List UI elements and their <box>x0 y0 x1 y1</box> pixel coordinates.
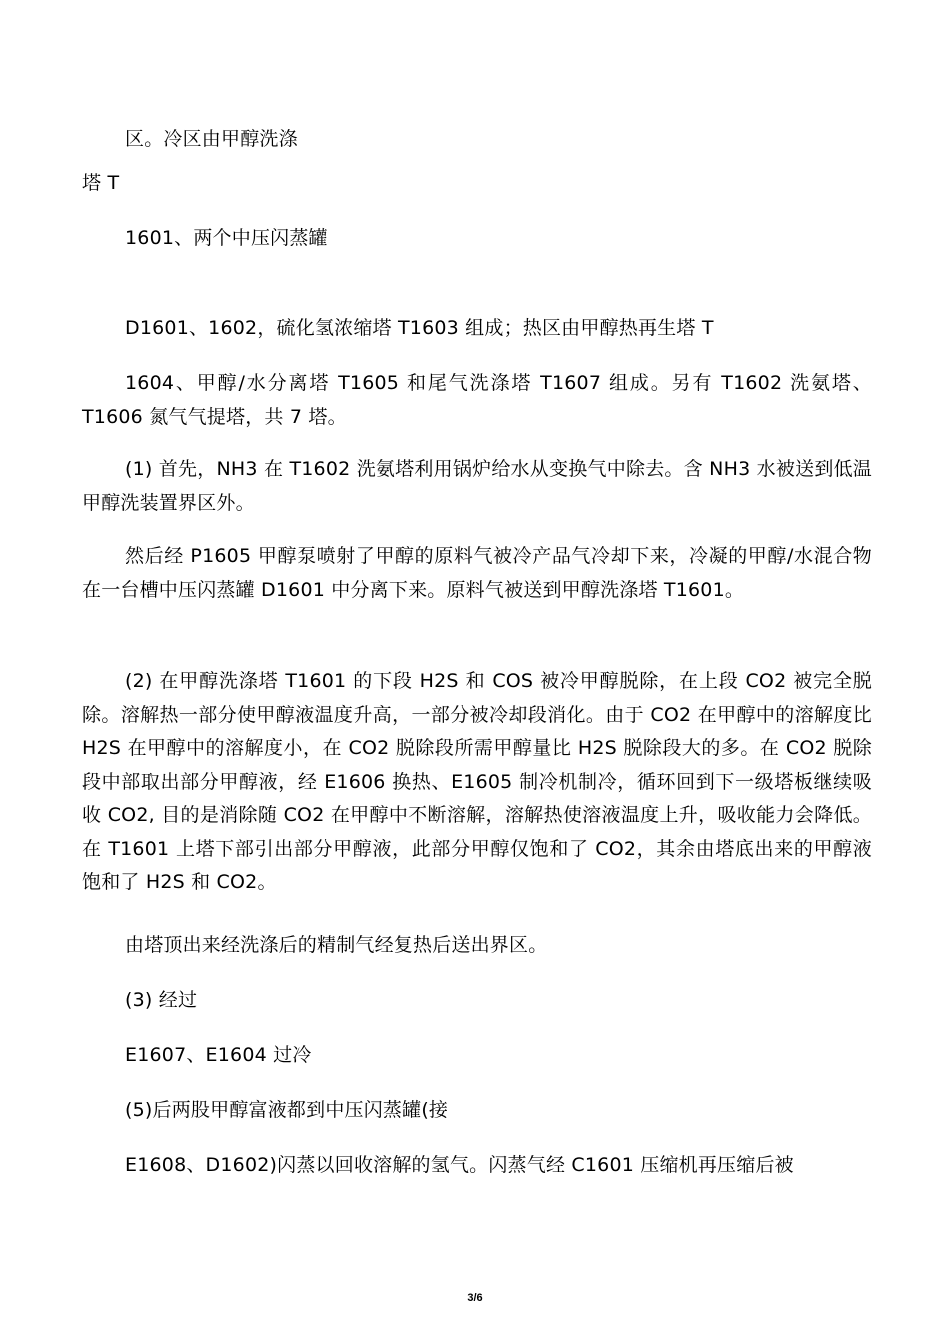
text-line: E1607、E1604 过冷 <box>125 1044 312 1066</box>
paragraph: (2) 在甲醇洗涤塔 T1601 的下段 H2S 和 COS 被冷甲醇脱除，在上段 CO2 被完全脱除。溶解热一部分使甲醇液温度升高，一部分被冷却段消化。由于 CO2 在甲醇中的溶解度比 H2S 在甲醇中的溶解度小，在 CO2 脱除段所需甲醇量比 H2S 脱除段大的多。在 CO2 脱除段中部取出部分甲醇液，经 E1606 换热、E1605 制冷机制冷，循环回到下一级塔板继续吸收 CO2, 目的是消除随 CO2 在甲醇中不断溶解，溶解热使溶液温度上升，吸收能力会降低。在 T1601 上塔下部引出部分甲醇液，此部分甲醇仅饱和了 CO2，其余由塔底出来的甲醇液饱和了 H2S 和 CO2。 <box>82 670 872 893</box>
text-line: 塔 T <box>82 172 120 194</box>
text-line: (3) 经过 <box>125 989 198 1011</box>
text-line: 1601、两个中压闪蒸罐 <box>125 227 328 249</box>
text-line: D1601、1602，硫化氢浓缩塔 T1603 组成；热区由甲醇热再生塔 T <box>125 317 714 339</box>
paragraph: 然后经 P1605 甲醇泵喷射了甲醇的原料气被冷产品气冷却下来，冷凝的甲醇/水混合物在一台槽中压闪蒸罐 D1601 中分离下来。原料气被送到甲醇洗涤塔 T1601。 <box>82 545 872 601</box>
text-line: 区。冷区由甲醇洗涤 <box>125 128 298 150</box>
paragraph: (1) 首先，NH3 在 T1602 洗氨塔利用锅炉给水从变换气中除去。含 NH3 水被送到低温甲醇洗装置界区外。 <box>82 458 872 514</box>
paragraph: 1604、甲醇/水分离塔 T1605 和尾气洗涤塔 T1607 组成。另有 T1602 洗氨塔、T1606 氮气气提塔，共 7 塔。 <box>82 372 872 428</box>
text-line: 由塔顶出来经洗涤后的精制气经复热后送出界区。 <box>125 934 548 956</box>
page-number: 3/6 <box>467 1292 483 1304</box>
text-line: E1608、D1602)闪蒸以回收溶解的氢气。闪蒸气经 C1601 压缩机再压缩后被 <box>125 1154 794 1176</box>
text-line: (5)后两股甲醇富液都到中压闪蒸罐(接 <box>125 1099 449 1121</box>
